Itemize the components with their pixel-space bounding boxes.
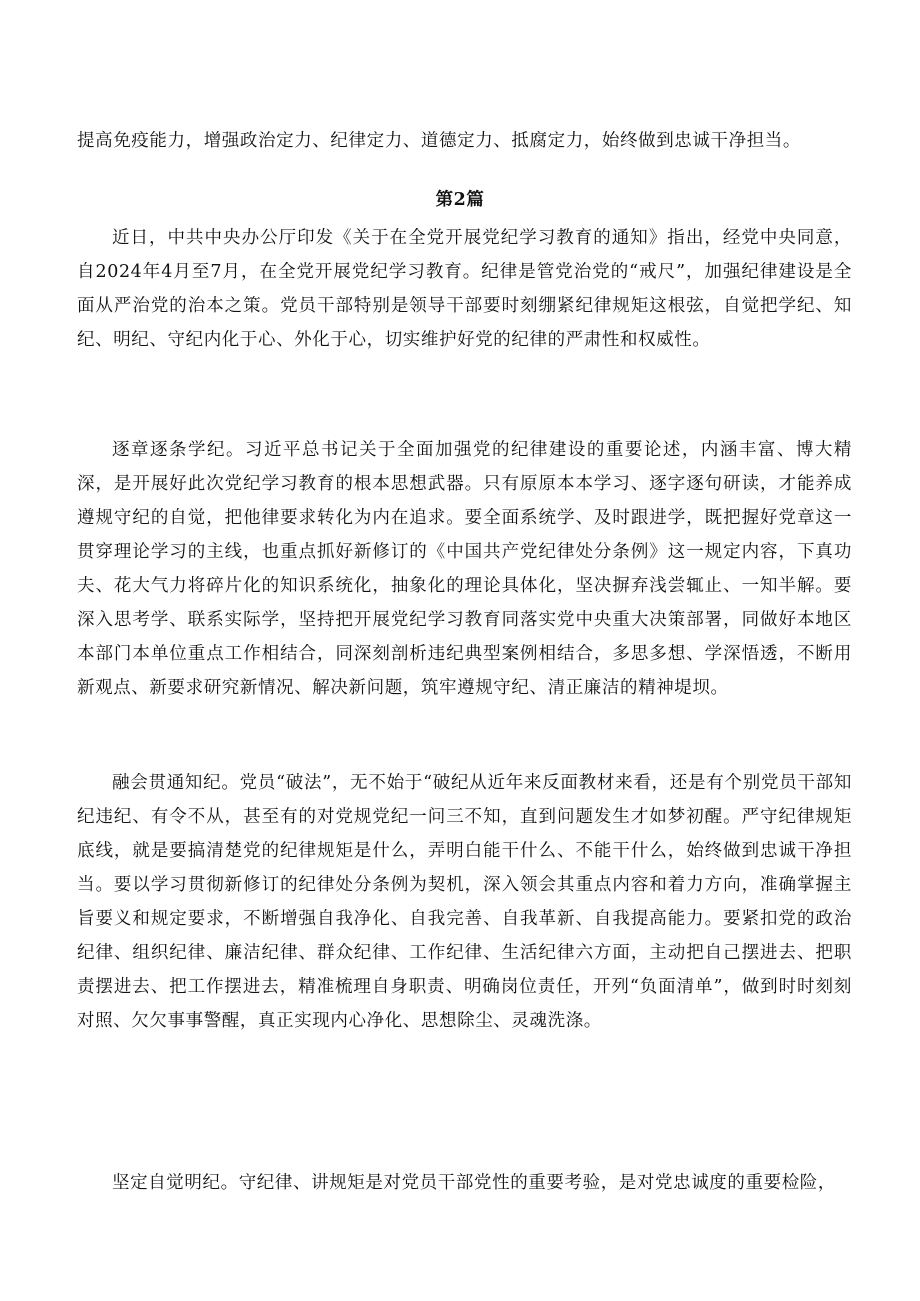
section-title: 第2篇 [435,190,485,210]
body-paragraph: 坚定自觉明纪。守纪律、讲规矩是对党员干部党性的重要考验，是对党忠诚度的重要检险， [112,1173,836,1193]
body-paragraph: 逐章逐条学纪。习近平总书记关于全面加强党的纪律建设的重要论述，内涵丰富、博大精深，是开展好此次党纪学习教育的根本思想武器。只有原原本本学习、逐字逐句研读，才能养成遵规守纪的自觉，把他律要求转化为内在追求。要全面系统学、及时跟进学，既把握好党章这一贯穿理论学习的主线，也重点抓好新修订的《中国共产党纪律处分条例》这一规定内容，下真功夫、花大气力将碎片化的知识系统化，抽象化的理论具体化，坚决摒弃浅尝辄止、一知半解。要深入思考学、联系实际学，坚持把开展党纪学习教育同落实党中央重大决策部署，同做好本地区本部门本单位重点工作相结合，同深刻剖析违纪典型案例相结合，多思多想、学深悟透，不断用新观点、新要求研究新情况、解决新问题，筑牢遵规守纪、清正廉洁的精神堤坝。 [77,440,852,698]
body-paragraph: 近日，中共中央办公厅印发《关于在全党开展党纪学习教育的通知》指出，经党中央同意，自2024年4月至7月，在全党开展党纪学习教育。纪律是管党治党的“戒尺”，加强纪律建设是全面从严治党的治本之策。党员干部特别是领导干部要时刻绷紧纪律规矩这根弦，自觉把学纪、知纪、明纪、守纪内化于心、外化于心，切实维护好党的纪律的严肃性和权威性。 [77,228,852,350]
carryover-paragraph: 提高免疫能力，增强政治定力、纪律定力、道德定力、抵腐定力，始终做到忠诚干净担当。 [77,131,801,151]
body-paragraph: 融会贯通知纪。党员“破法”，无不始于“破纪从近年来反面教材来看，还是有个别党员干部知纪违纪、有令不从，甚至有的对党规党纪一问三不知，直到问题发生才如梦初醒。严守纪律规矩底线，就是要搞清楚党的纪律规矩是什么，弄明白能干什么、不能干什么，始终做到忠诚干净担当。要以学习贯彻新修订的纪律处分条例为契机，深入领会其重点内容和着力方向，准确掌握主旨要义和规定要求，不断增强自我净化、自我完善、自我革新、自我提高能力。要紧扣党的政治纪律、组织纪律、廉洁纪律、群众纪律、工作纪律、生活纪律六方面，主动把自己摆进去、把职责摆进去、把工作摆进去，精准梳理自身职责、明确岗位责任，开列“负面清单”，做到时时刻刻对照、欠欠事事警醒，真正实现内心净化、思想除尘、灵魂洗涤。 [77,773,852,1031]
